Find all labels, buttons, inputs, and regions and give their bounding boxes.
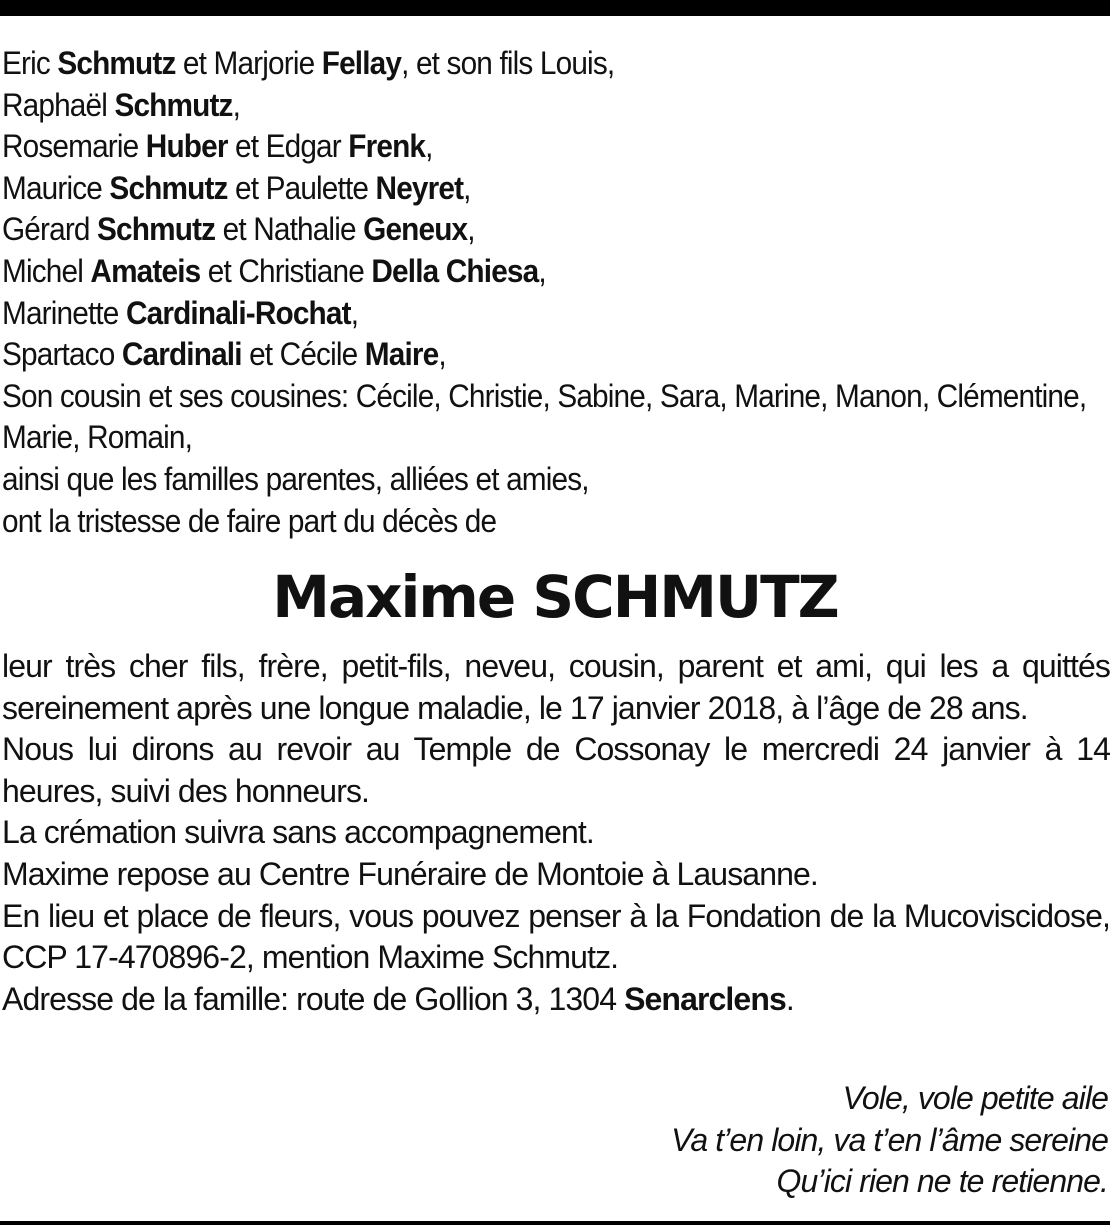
poem-line: Vole, vole petite aile — [842, 1080, 1108, 1116]
mourner-text: et Edgar — [227, 128, 349, 165]
mourner-text: Son cousin et ses cousines: Cécile, Christie, Sabine, Sara, Marine, Manon, Clémentine, Marie, Romain, — [2, 377, 1087, 456]
notice-body — [2, 646, 1110, 1020]
mourner-text: et Christiane — [200, 252, 372, 289]
mourner-line — [2, 126, 1032, 168]
mourner-surname: Schmutz — [97, 211, 216, 248]
mourner-line — [2, 251, 1032, 293]
mourner-text: Eric — [2, 45, 58, 81]
mourner-surname: Schmutz — [57, 45, 176, 81]
mourner-line — [2, 168, 1032, 210]
top-rule — [0, 0, 1110, 16]
mourner-surname: Fellay — [321, 45, 402, 81]
mourner-text: et Cécile — [241, 336, 365, 373]
mourner-text: , et son fils Louis, — [401, 45, 615, 81]
mourner-surname: Frenk — [348, 128, 426, 165]
deceased-name: Maxime SCHMUTZ — [272, 563, 838, 631]
mourner-line — [2, 459, 1032, 501]
bottom-rule — [0, 1221, 1110, 1225]
mourner-surname: Geneux — [363, 211, 468, 248]
mourner-text: , — [350, 294, 359, 331]
notice-paragraph-cremation: La crémation suivra sans accompagnement. — [2, 814, 594, 851]
mourner-text: ainsi que les familles parentes, alliées et amies, — [2, 460, 589, 497]
mourner-text: , — [232, 86, 241, 123]
mourner-text: , — [538, 252, 546, 289]
notice-paragraph-rest-place: Maxime repose au Centre Funéraire de Montoie à Lausanne. — [2, 855, 818, 892]
mourner-line — [2, 376, 1110, 459]
notice-paragraph-donation: En lieu et place de fleurs, vous pouvez penser à la Fondation de la Mucoviscidose, CCP 17-470896-2, mention Maxime Schmutz. — [2, 897, 1110, 976]
mourner-text: ont la tristesse de faire part du décès de — [2, 502, 497, 539]
notice-paragraph-relationship: leur très cher fils, frère, petit-fils, neveu, cousin, parent et ami, qui les a quittés sereinement après une longue maladie, le 17 janvier 2018, à l’âge de 28 ans. — [2, 648, 1110, 726]
mourner-surname: Cardinali-Rochat — [125, 294, 351, 331]
mourner-text: Michel — [2, 252, 91, 289]
notice-paragraph-address — [2, 979, 1110, 1021]
mourner-surname: Maire — [364, 336, 439, 373]
mourner-text: Maurice — [2, 169, 110, 206]
notice-paragraph-ceremony: Nous lui dirons au revoir au Temple de Cossonay le mercredi 24 janvier à 14 heures, suivi des honneurs. — [2, 731, 1110, 809]
mourner-line — [2, 85, 1032, 127]
mourner-text: , — [425, 128, 433, 165]
mourner-text: , — [463, 169, 471, 206]
mourner-text: et Marjorie — [175, 45, 322, 81]
poem-line: Va t’en loin, va t’en l’âme sereine — [671, 1121, 1108, 1158]
mourner-text: et Nathalie — [215, 211, 364, 248]
mourner-line — [2, 43, 1032, 85]
mourner-text: Gérard — [2, 211, 98, 248]
mourner-text: et Paulette — [227, 169, 376, 206]
mourner-text: Marinette — [2, 294, 126, 331]
mourner-text: Spartaco — [2, 336, 122, 373]
mourner-surname: Schmutz — [109, 169, 228, 206]
mourner-surname: Cardinali — [121, 336, 242, 373]
mourner-text: , — [467, 211, 475, 248]
mourner-surname: Della Chiesa — [371, 252, 539, 289]
mourner-surname: Neyret — [375, 169, 464, 206]
address-end: . — [785, 980, 794, 1017]
mourner-surname: Schmutz — [114, 86, 233, 123]
address-text: Adresse de la famille: route de Gollion 3, 1304 — [2, 980, 625, 1017]
mourners-list — [2, 43, 1087, 542]
mourner-surname: Huber — [145, 128, 228, 165]
mourner-text: , — [438, 336, 446, 373]
mourner-line — [2, 334, 1032, 376]
address-town: Senarclens — [624, 980, 786, 1017]
mourner-text: Rosemarie — [2, 128, 146, 165]
mourner-surname: Amateis — [90, 252, 201, 289]
mourner-line — [2, 501, 1032, 543]
mourner-line — [2, 209, 1032, 251]
poem-line: Qu’ici rien ne te retienne. — [776, 1163, 1108, 1200]
mourner-text: Raphaël — [2, 86, 115, 123]
closing-poem — [408, 1078, 1108, 1203]
mourner-line — [2, 293, 1032, 335]
